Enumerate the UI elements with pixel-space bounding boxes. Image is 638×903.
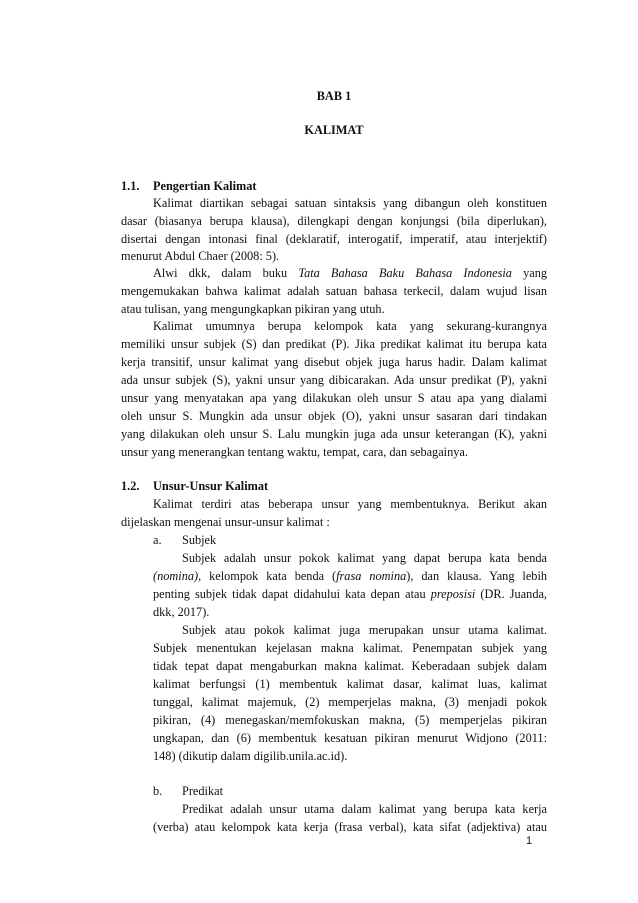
paragraph-line: tunggal, kalimat majemuk, (2) memperjelas makna, (3) menjadi pokok [153, 695, 547, 709]
paragraph-line: Alwi dkk, dalam buku Tata Bahasa Baku Bahasa Indonesia yang [153, 266, 547, 280]
paragraph-line: dasar (biasanya berupa klausa), dilengkapi dengan konjungsi (bila diperlukan), [121, 214, 547, 228]
paragraph-line: oleh unsur S. Mungkin ada unsur objek (O), yakni unsur sasaran dari tindakan [121, 409, 547, 423]
chapter-title: KALIMAT [304, 123, 364, 137]
paragraph-line: mengemukakan bahwa kalimat adalah satuan bahasa terkecil, dalam wujud lisan [121, 284, 547, 298]
section-1-2-number: 1.2. [121, 479, 140, 493]
paragraph-line: ungkapan, dan (6) membentuk kesatuan pikiran menurut Widjono (2011: [153, 731, 547, 745]
paragraph-line: kalimat berfungsi (1) membentuk kalimat dasar, kalimat luas, kalimat [153, 677, 547, 691]
book-title: Tata Bahasa Baku Bahasa Indonesia [298, 266, 512, 280]
page-number: 1 [526, 835, 533, 847]
section-1-1-number: 1.1. [121, 179, 140, 193]
paragraph-line: memiliki unsur subjek (S) dan predikat (P). Jika predikat kalimat itu berupa kata [121, 337, 547, 351]
paragraph-line: (nomina), kelompok kata benda (frasa nomina), dan klausa. Yang lebih [153, 569, 548, 583]
section-1-2-title: Unsur-Unsur Kalimat [153, 479, 269, 493]
section-1-1-title: Pengertian Kalimat [153, 179, 257, 193]
paragraph-line: menurut Abdul Chaer (2008: 5). [121, 249, 280, 263]
paragraph-line: Subjek adalah unsur pokok kalimat yang dapat berupa kata benda [182, 551, 547, 565]
paragraph-line: yang dilakukan oleh unsur S. Lalu mungkin juga ada unsur keterangan (K), yakni [121, 427, 547, 441]
paragraph-line: Kalimat terdiri atas beberapa unsur yang membentuknya. Berikut akan [153, 497, 547, 511]
paragraph-line: Subjek menentukan kejelasan makna kalimat. Penempatan subjek yang [153, 641, 547, 655]
paragraph-line: atau tulisan, yang mengungkapkan pikiran yang utuh. [121, 302, 385, 316]
paragraph-line: 148) (dikutip dalam digilib.unila.ac.id). [153, 749, 348, 763]
list-item-title: Subjek [182, 533, 217, 547]
paragraph-line: (verba) atau kelompok kata kerja (frasa verbal), kata sifat (adjektiva) atau [153, 820, 547, 834]
paragraph-line: Kalimat diartikan sebagai satuan sintaksis yang dibangun oleh konstituen [153, 196, 547, 210]
paragraph-line: disertai dengan intonasi final (deklaratif, interogatif, imperatif, atau interjektif) [121, 232, 547, 246]
paragraph-line: Kalimat umumnya berupa kelompok kata yang sekurang-kurangnya [153, 319, 547, 333]
list-item-title: Predikat [182, 784, 223, 798]
paragraph-line: ada unsur subjek (S), yakni unsur yang dibicarakan. Ada unsur predikat (P), yakni [121, 373, 547, 387]
paragraph-line: unsur yang menyatakan apa yang dilakukan oleh unsur S atau apa yang dialami [121, 391, 547, 405]
paragraph-line: pikiran, (4) menegaskan/memfokuskan makna, (5) memperjelas pikiran [153, 713, 547, 727]
list-marker: a. [153, 533, 162, 547]
list-marker: b. [153, 784, 163, 798]
paragraph-line: dkk, 2017). [153, 605, 210, 619]
chapter-label: BAB 1 [316, 89, 352, 103]
paragraph-line: dijelaskan mengenai unsur-unsur kalimat : [121, 515, 330, 529]
paragraph-line: kerja transitif, unsur kalimat yang disebut objek juga harus hadir. Dalam kalimat [121, 355, 547, 369]
paragraph-line: tidak tepat dapat mengaburkan makna kalimat. Keberadaan subjek dalam [153, 659, 547, 673]
paragraph-line: penting subjek tidak dapat didahului kata depan atau preposisi (DR. Juanda, [153, 587, 547, 601]
paragraph-line: Predikat adalah unsur utama dalam kalimat yang berupa kata kerja [182, 802, 547, 816]
paragraph-line: Subjek atau pokok kalimat juga merupakan unsur utama kalimat. [182, 623, 547, 637]
paragraph-line: unsur yang menerangkan tentang waktu, tempat, cara, dan sebagainya. [121, 445, 468, 459]
